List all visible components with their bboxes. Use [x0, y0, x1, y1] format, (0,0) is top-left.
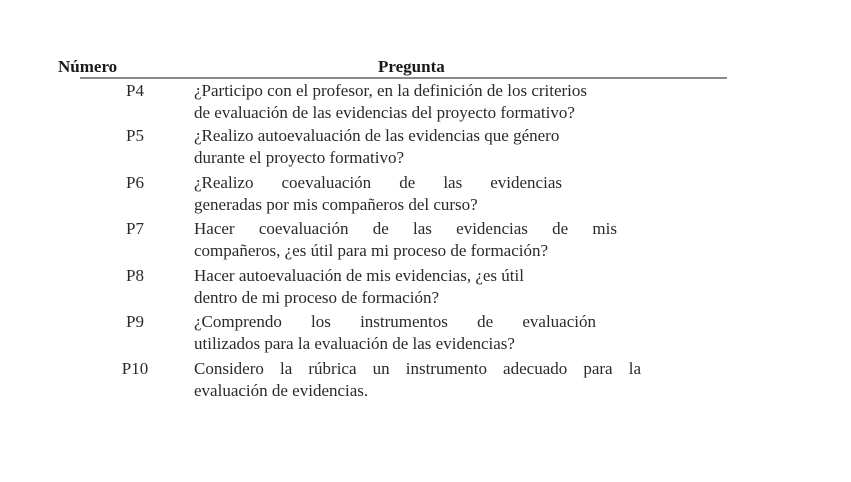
- question-number: P10: [121, 359, 149, 378]
- question-number: P8: [126, 266, 144, 285]
- question-line: evaluación de evidencias.: [194, 381, 369, 400]
- question-line: Hacer coevaluación de las evidencias de mis: [194, 219, 617, 238]
- question-line: dentro de mi proceso de formación?: [194, 288, 439, 307]
- question-text: [194, 265, 641, 309]
- question-text: [194, 218, 617, 262]
- question-line: ¿Comprendo los instrumentos de evaluación: [194, 312, 596, 331]
- question-text: [194, 172, 562, 216]
- question-line: Considero la rúbrica un instrumento adecuado para la: [194, 359, 641, 378]
- question-number: P6: [126, 173, 144, 192]
- question-line: compañeros, ¿es útil para mi proceso de formación?: [194, 241, 549, 260]
- question-line: de evaluación de las evidencias del proyecto formativo?: [194, 103, 575, 122]
- question-number: P9: [126, 312, 144, 331]
- question-text: [194, 358, 641, 402]
- header-number: Número: [58, 57, 118, 76]
- question-text: [194, 125, 641, 169]
- question-number: P5: [126, 126, 144, 145]
- question-text: [194, 311, 596, 355]
- question-line: generadas por mis compañeros del curso?: [194, 195, 478, 214]
- question-number: P4: [126, 81, 144, 100]
- question-line: ¿Realizo autoevaluación de las evidencias que género: [194, 126, 560, 145]
- question-line: utilizados para la evaluación de las evidencias?: [194, 334, 515, 353]
- question-text: [194, 80, 641, 124]
- question-line: Hacer autoevaluación de mis evidencias, ¿es útil: [194, 266, 524, 285]
- question-line: ¿Realizo coevaluación de las evidencias: [194, 173, 562, 192]
- question-line: durante el proyecto formativo?: [194, 148, 405, 167]
- question-number: P7: [126, 219, 144, 238]
- header-question: Pregunta: [378, 57, 445, 76]
- question-line: ¿Participo con el profesor, en la definición de los criterios: [194, 81, 588, 100]
- header-rule: [80, 77, 727, 79]
